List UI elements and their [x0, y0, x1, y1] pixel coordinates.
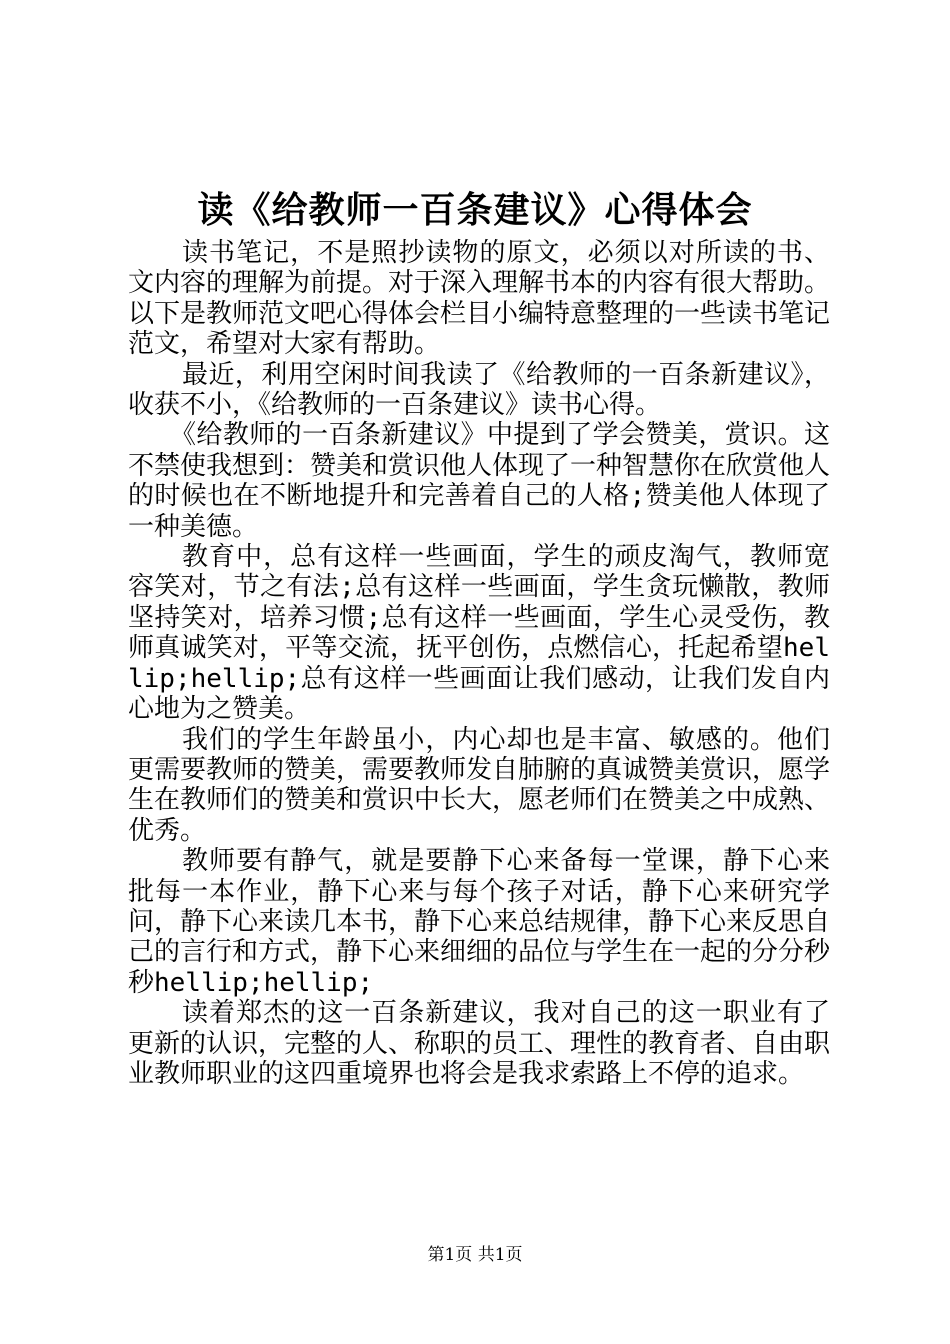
paragraph-calmness: 教师要有静气，就是要静下心来备每一堂课，静下心来批每一本作业，静下心来与每个孩子对话，静下心来研究学问，静下心来读几本书，静下心来总结规律，静下心来反思自己的言行和方式，静下心来细细的品位与学生在一起的分分秒秒hellip;hellip; — [128, 846, 831, 998]
paragraph-recently: 最近，利用空闲时间我读了《给教师的一百条新建议》，收获不小，《给教师的一百条建议》读书心得。 — [128, 359, 830, 421]
paragraph-intro: 读书笔记，不是照抄读物的原文，必须以对所读的书、文内容的理解为前提。对于深入理解书本的内容有很大帮助。以下是教师范文吧心得体会栏目小编特意整理的一些读书笔记范文，希望对大家有帮助。 — [128, 238, 831, 360]
paragraph-praise: 《给教师的一百条新建议》中提到了学会赞美，赏识。这不禁使我想到：赞美和赏识他人体现了一种智慧你在欣赏他人的时候也在不断地提升和完善着自己的人格;赞美他人体现了一种美德。 — [128, 420, 831, 542]
paragraph-conclusion: 读着郑杰的这一百条新建议，我对自己的这一职业有了更新的认识，完整的人、称职的员工、理性的教育者、自由职业教师职业的这四重境界也将会是我求索路上不停的追求。 — [128, 998, 831, 1089]
paragraph-students: 我们的学生年龄虽小，内心却也是丰富、敏感的。他们更需要教师的赞美，需要教师发自肺腑的真诚赞美赏识，愿学生在教师们的赞美和赏识中长大，愿老师们在赞美之中成熟、优秀。 — [128, 724, 831, 846]
page-number-footer: 第1页 共1页 — [427, 1245, 523, 1265]
document-body — [128, 238, 830, 1089]
paragraph-education-scenes: 教育中，总有这样一些画面，学生的顽皮淘气，教师宽容笑对，节之有法;总有这样一些画面，学生贪玩懒散，教师坚持笑对，培养习惯;总有这样一些画面，学生心灵受伤，教师真诚笑对，平等交流，抚平创伤，点燃信心，托起希望hellip;hellip;总有这样一些画面让我们感动，让我们发自内心地为之赞美。 — [128, 542, 830, 725]
document-title: 读《给教师一百条建议》心得体会 — [197, 189, 753, 231]
